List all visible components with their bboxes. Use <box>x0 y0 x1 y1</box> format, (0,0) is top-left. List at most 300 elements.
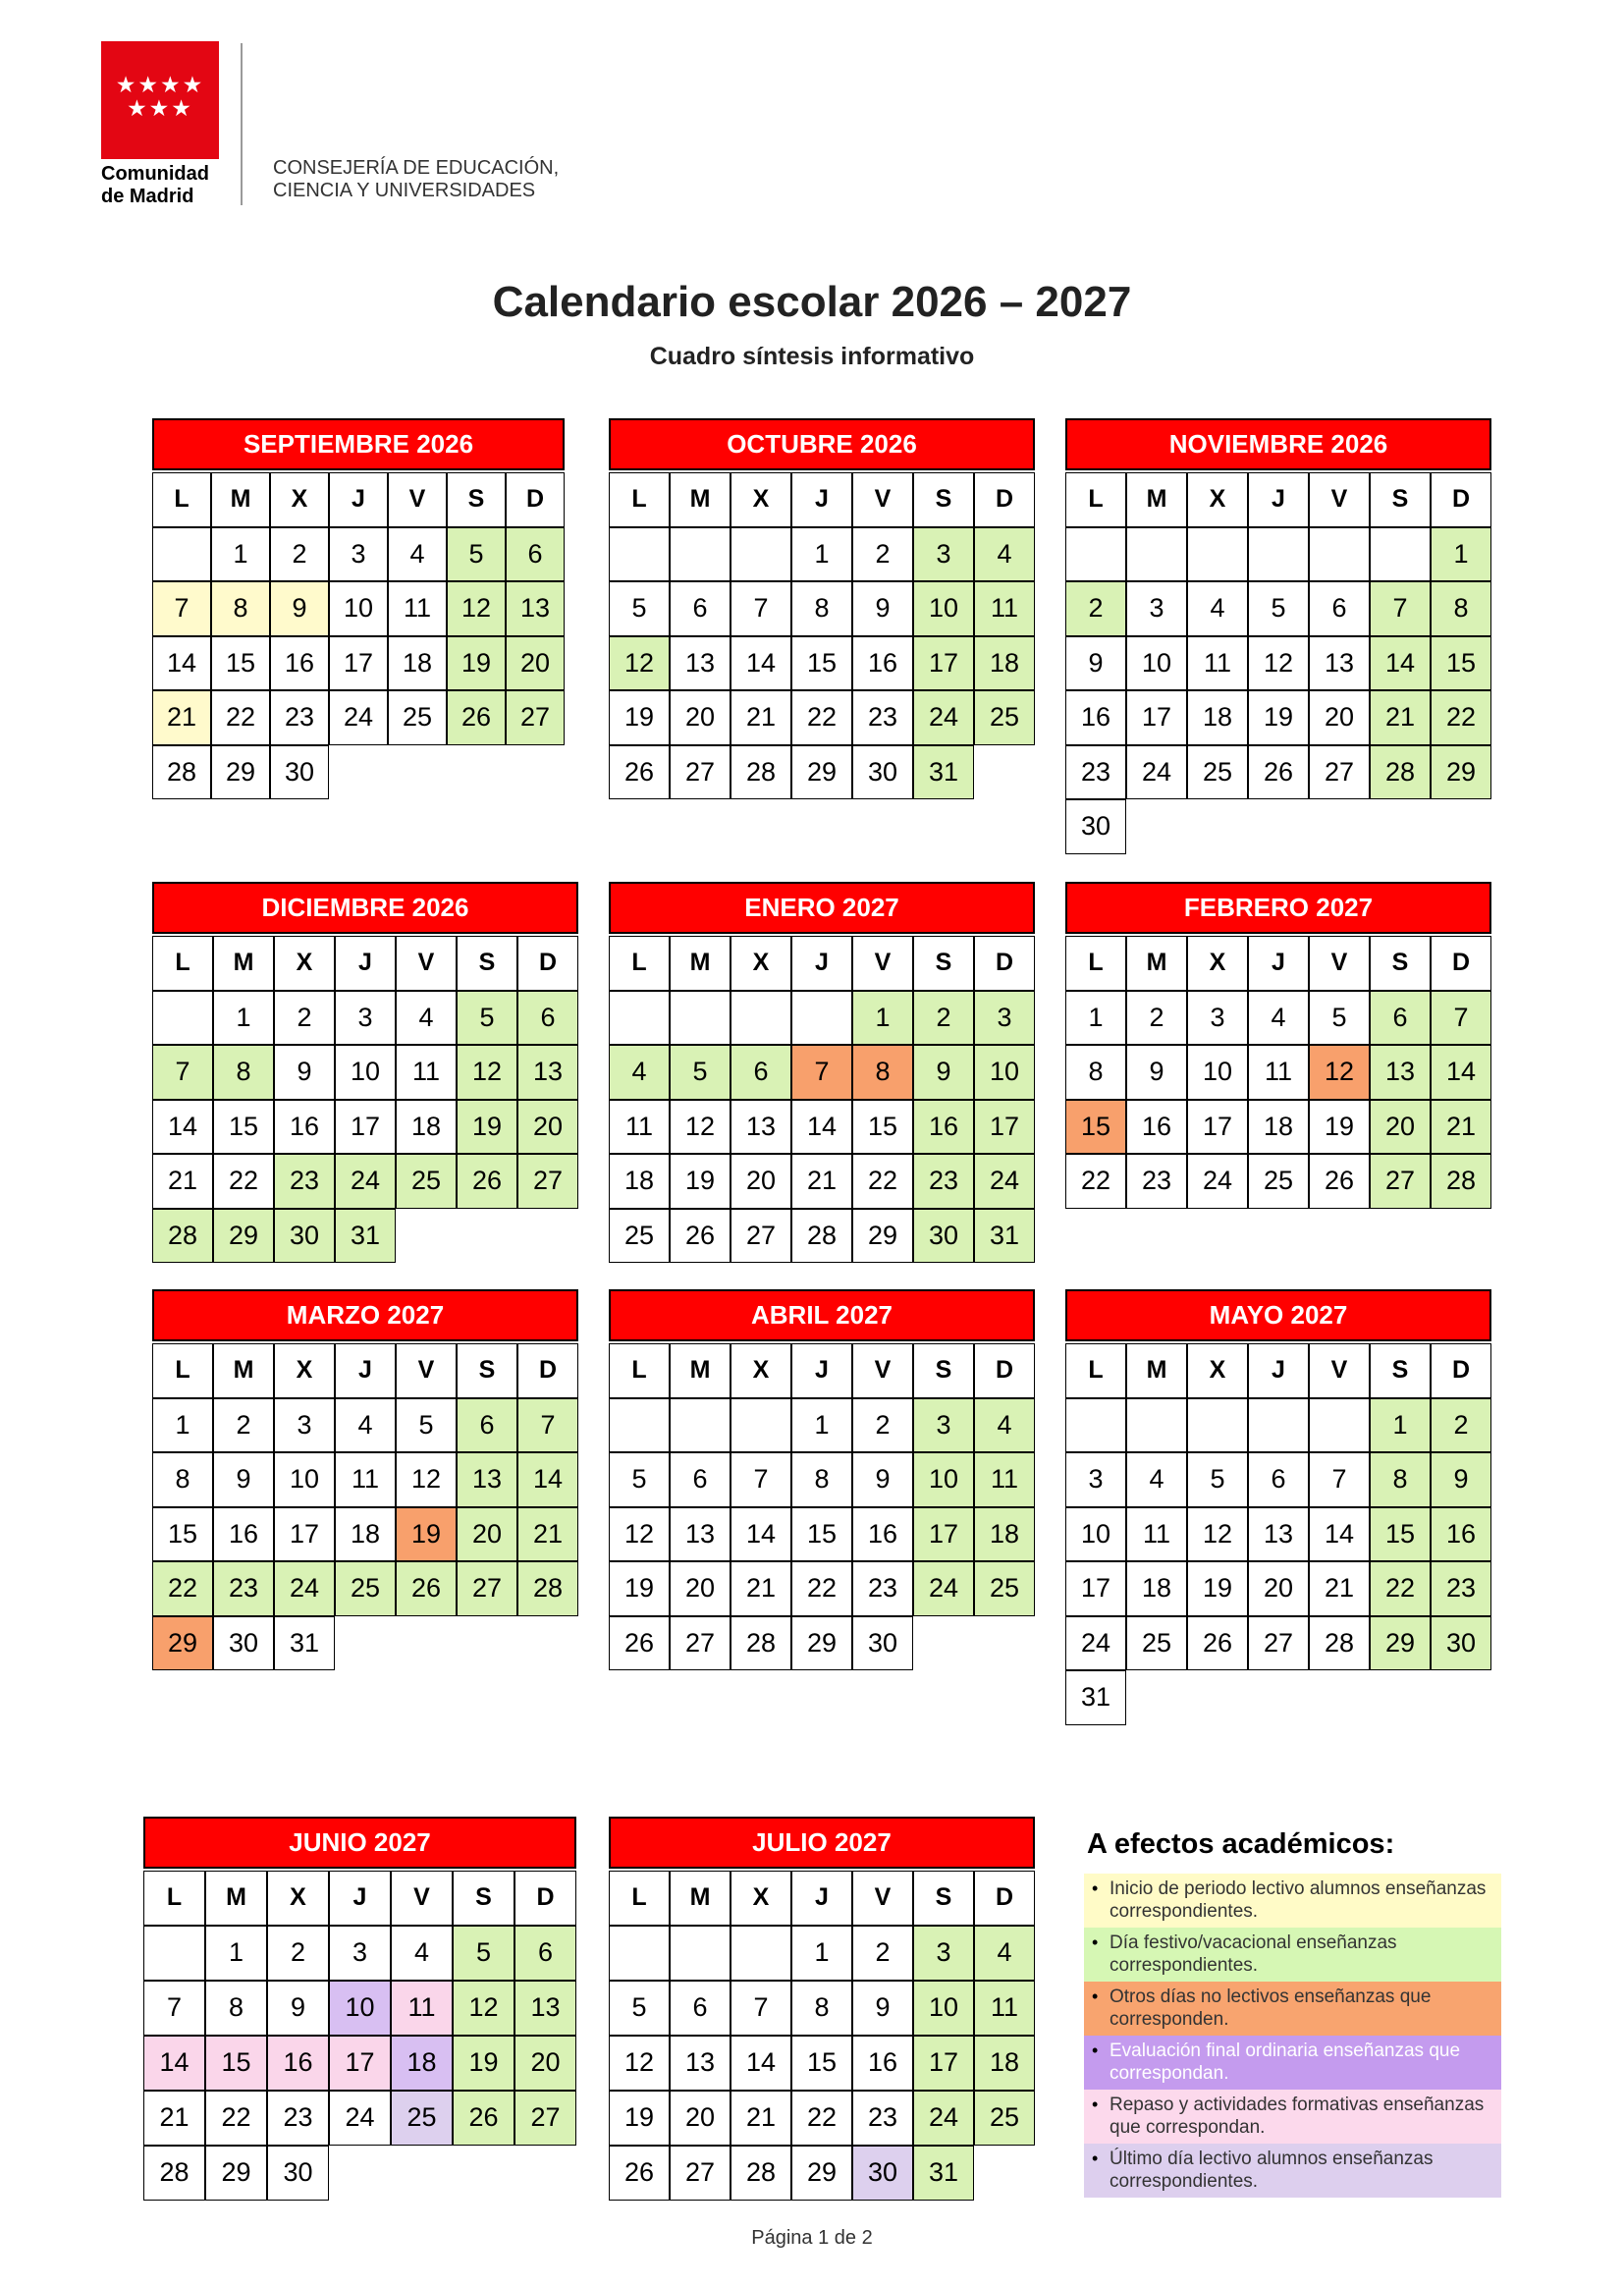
comunidad-madrid-logo <box>101 41 219 159</box>
day-cell: 8 <box>791 1981 852 2036</box>
day-cell: 22 <box>852 1154 913 1209</box>
day-cell: 18 <box>388 636 447 691</box>
empty-day-cell <box>731 1926 791 1981</box>
day-cell: 4 <box>396 991 457 1046</box>
empty-day-cell <box>152 991 213 1046</box>
day-cell: 27 <box>670 1616 731 1671</box>
weekday-header: M <box>1126 936 1187 991</box>
day-cell: 31 <box>335 1209 396 1264</box>
weekday-header: D <box>974 472 1035 527</box>
legend-text: Inicio de periodo lectivo alumnos enseñanzas correspondientes. <box>1110 1878 1487 1922</box>
day-cell: 14 <box>152 636 211 691</box>
empty-day-cell <box>791 991 852 1046</box>
legend-text: Evaluación final ordinaria enseñanzas que correspondan. <box>1110 2040 1461 2084</box>
weekday-header: L <box>143 1871 205 1926</box>
day-cell: 30 <box>913 1209 974 1264</box>
day-cell: 9 <box>213 1452 274 1507</box>
day-cell: 20 <box>457 1507 517 1562</box>
day-cell: 29 <box>791 745 852 800</box>
day-cell: 31 <box>974 1209 1035 1264</box>
day-cell: 20 <box>1370 1100 1431 1155</box>
weekday-header: V <box>391 1871 453 1926</box>
day-cell: 11 <box>1126 1507 1187 1562</box>
weekday-header: J <box>335 1343 396 1398</box>
empty-day-cell <box>1126 1398 1187 1453</box>
legend-item-lilac <box>1084 2144 1501 2198</box>
day-cell: 24 <box>1065 1616 1126 1671</box>
day-cell: 19 <box>1309 1100 1370 1155</box>
weekday-header: X <box>1187 936 1248 991</box>
day-cell: 30 <box>270 745 329 800</box>
empty-day-cell <box>1370 527 1431 582</box>
day-cell: 23 <box>852 690 913 745</box>
day-cell: 2 <box>213 1398 274 1453</box>
day-cell: 24 <box>1187 1154 1248 1209</box>
day-cell: 23 <box>1431 1561 1491 1616</box>
day-cell: 26 <box>457 1154 517 1209</box>
day-cell: 1 <box>213 991 274 1046</box>
day-cell: 20 <box>670 1561 731 1616</box>
day-cell: 3 <box>913 1398 974 1453</box>
day-cell: 11 <box>391 1981 453 2036</box>
day-cell: 9 <box>267 1981 329 2036</box>
day-cell: 25 <box>974 2091 1035 2146</box>
day-cell: 23 <box>913 1154 974 1209</box>
day-cell: 12 <box>609 636 670 691</box>
weekday-header: D <box>974 1343 1035 1398</box>
month-title: DICIEMBRE 2026 <box>152 882 578 934</box>
day-cell: 26 <box>453 2091 514 2146</box>
day-cell: 11 <box>974 581 1035 636</box>
empty-day-cell <box>731 991 791 1046</box>
weekday-header: M <box>670 1343 731 1398</box>
day-cell: 12 <box>609 2036 670 2091</box>
day-cell: 2 <box>1431 1398 1491 1453</box>
day-cell: 27 <box>731 1209 791 1264</box>
day-cell: 12 <box>1309 1045 1370 1100</box>
weekday-header: S <box>447 472 506 527</box>
day-cell: 18 <box>335 1507 396 1562</box>
day-cell: 16 <box>274 1100 335 1155</box>
day-cell: 28 <box>791 1209 852 1264</box>
day-cell: 7 <box>1431 991 1491 1046</box>
day-cell: 7 <box>731 1981 791 2036</box>
legend-item-green <box>1084 1928 1501 1982</box>
weekday-header: M <box>1126 1343 1187 1398</box>
day-cell: 30 <box>852 745 913 800</box>
empty-day-cell <box>1248 1398 1309 1453</box>
legend-item-yellow <box>1084 1874 1501 1928</box>
day-cell: 7 <box>1309 1452 1370 1507</box>
day-cell: 10 <box>1065 1507 1126 1562</box>
day-cell: 4 <box>974 527 1035 582</box>
day-cell: 3 <box>913 527 974 582</box>
day-cell: 29 <box>213 1209 274 1264</box>
day-cell: 3 <box>329 527 388 582</box>
weekday-header: S <box>1370 1343 1431 1398</box>
day-cell: 2 <box>852 1926 913 1981</box>
empty-day-cell <box>1065 1398 1126 1453</box>
weekday-header: D <box>517 936 578 991</box>
day-cell: 17 <box>1065 1561 1126 1616</box>
consejeria-line2: CIENCIA Y UNIVERSIDADES <box>273 180 536 201</box>
day-cell: 13 <box>514 1981 576 2036</box>
day-cell: 30 <box>1431 1616 1491 1671</box>
empty-day-cell <box>1309 1398 1370 1453</box>
day-cell: 10 <box>913 1452 974 1507</box>
day-cell: 6 <box>506 527 565 582</box>
day-cell: 5 <box>670 1045 731 1100</box>
day-cell: 30 <box>852 1616 913 1671</box>
weekday-header: D <box>974 1871 1035 1926</box>
day-cell: 10 <box>329 581 388 636</box>
day-cell: 6 <box>731 1045 791 1100</box>
page-title: Calendario escolar 2026 – 2027 <box>492 278 1132 326</box>
day-cell: 25 <box>335 1561 396 1616</box>
legend-text: Otros días no lectivos enseñanzas que corresponden. <box>1110 1986 1432 2030</box>
day-cell: 23 <box>270 690 329 745</box>
logo-text <box>101 163 209 208</box>
day-cell: 29 <box>791 2146 852 2201</box>
day-cell: 5 <box>1187 1452 1248 1507</box>
day-cell: 21 <box>152 690 211 745</box>
day-cell: 8 <box>852 1045 913 1100</box>
day-cell: 8 <box>211 581 270 636</box>
legend-text: Repaso y actividades formativas enseñanzas que correspondan. <box>1110 2095 1485 2138</box>
day-cell: 11 <box>388 581 447 636</box>
day-cell: 13 <box>731 1100 791 1155</box>
day-cell: 14 <box>1309 1507 1370 1562</box>
weekday-header: X <box>270 472 329 527</box>
day-cell: 5 <box>1248 581 1309 636</box>
day-cell: 22 <box>211 690 270 745</box>
weekday-header: S <box>457 1343 517 1398</box>
bullet-icon: • <box>1092 2095 1099 2114</box>
weekday-header: J <box>791 936 852 991</box>
day-cell: 10 <box>974 1045 1035 1100</box>
day-cell: 23 <box>274 1154 335 1209</box>
day-cell: 12 <box>609 1507 670 1562</box>
day-cell: 28 <box>152 1209 213 1264</box>
weekday-header: S <box>453 1871 514 1926</box>
day-cell: 27 <box>514 2091 576 2146</box>
day-cell: 25 <box>1248 1154 1309 1209</box>
day-cell: 12 <box>1187 1507 1248 1562</box>
day-cell: 18 <box>391 2036 453 2091</box>
weekday-header: M <box>213 936 274 991</box>
day-cell: 8 <box>1431 581 1491 636</box>
day-cell: 16 <box>1126 1100 1187 1155</box>
weekday-header: S <box>913 472 974 527</box>
month-title: ABRIL 2027 <box>609 1289 1035 1341</box>
day-cell: 5 <box>457 991 517 1046</box>
day-cell: 2 <box>913 991 974 1046</box>
day-cell: 18 <box>396 1100 457 1155</box>
day-cell: 24 <box>913 2091 974 2146</box>
day-cell: 3 <box>1065 1452 1126 1507</box>
weekday-header: X <box>731 1871 791 1926</box>
day-cell: 25 <box>974 1561 1035 1616</box>
day-cell: 15 <box>852 1100 913 1155</box>
day-cell: 23 <box>1065 745 1126 800</box>
consejeria-line1: CONSEJERÍA DE EDUCACIÓN, <box>273 157 560 179</box>
day-cell: 9 <box>1126 1045 1187 1100</box>
month-title: MAYO 2027 <box>1065 1289 1491 1341</box>
day-cell: 17 <box>913 1507 974 1562</box>
day-cell: 7 <box>1370 581 1431 636</box>
day-cell: 31 <box>913 2146 974 2201</box>
day-cell: 28 <box>1370 745 1431 800</box>
weekday-header: D <box>506 472 565 527</box>
day-cell: 17 <box>335 1100 396 1155</box>
empty-day-cell <box>1309 527 1370 582</box>
day-cell: 27 <box>670 2146 731 2201</box>
weekday-header: S <box>913 1871 974 1926</box>
weekday-header: J <box>791 472 852 527</box>
day-cell: 8 <box>1065 1045 1126 1100</box>
day-cell: 18 <box>609 1154 670 1209</box>
day-cell: 26 <box>609 745 670 800</box>
day-cell: 5 <box>1309 991 1370 1046</box>
bullet-icon: • <box>1092 1932 1099 1952</box>
month-title: SEPTIEMBRE 2026 <box>152 418 565 470</box>
day-cell: 7 <box>152 1045 213 1100</box>
day-cell: 18 <box>974 636 1035 691</box>
month-title: JULIO 2027 <box>609 1817 1035 1869</box>
legend-title: A efectos académicos: <box>1087 1828 1395 1860</box>
empty-day-cell <box>609 991 670 1046</box>
month-title: MARZO 2027 <box>152 1289 578 1341</box>
day-cell: 30 <box>852 2146 913 2201</box>
day-cell: 20 <box>514 2036 576 2091</box>
day-cell: 27 <box>670 745 731 800</box>
day-cell: 27 <box>1309 745 1370 800</box>
day-cell: 14 <box>143 2036 205 2091</box>
day-cell: 29 <box>205 2146 267 2201</box>
day-cell: 17 <box>974 1100 1035 1155</box>
day-cell: 16 <box>852 2036 913 2091</box>
day-cell: 9 <box>852 1981 913 2036</box>
day-cell: 2 <box>267 1926 329 1981</box>
day-cell: 25 <box>391 2091 453 2146</box>
day-cell: 27 <box>1248 1616 1309 1671</box>
weekday-header: X <box>274 1343 335 1398</box>
day-cell: 2 <box>270 527 329 582</box>
day-cell: 28 <box>152 745 211 800</box>
day-cell: 6 <box>1370 991 1431 1046</box>
day-cell: 6 <box>1309 581 1370 636</box>
empty-day-cell <box>152 527 211 582</box>
day-cell: 30 <box>1065 799 1126 854</box>
day-cell: 18 <box>1126 1561 1187 1616</box>
weekday-header: M <box>670 936 731 991</box>
day-cell: 20 <box>731 1154 791 1209</box>
weekday-header: M <box>670 1871 731 1926</box>
day-cell: 9 <box>852 581 913 636</box>
day-cell: 14 <box>731 1507 791 1562</box>
month-title: NOVIEMBRE 2026 <box>1065 418 1491 470</box>
day-cell: 12 <box>453 1981 514 2036</box>
day-cell: 24 <box>1126 745 1187 800</box>
consejeria-text <box>273 157 559 202</box>
day-cell: 21 <box>517 1507 578 1562</box>
day-cell: 15 <box>205 2036 267 2091</box>
day-cell: 6 <box>514 1926 576 1981</box>
empty-day-cell <box>143 1926 205 1981</box>
day-cell: 13 <box>670 1507 731 1562</box>
day-cell: 19 <box>609 2091 670 2146</box>
day-cell: 9 <box>274 1045 335 1100</box>
day-cell: 7 <box>731 581 791 636</box>
day-cell: 21 <box>1309 1561 1370 1616</box>
day-cell: 28 <box>143 2146 205 2201</box>
legend <box>1084 1874 1501 2198</box>
day-cell: 12 <box>670 1100 731 1155</box>
day-cell: 14 <box>517 1452 578 1507</box>
day-cell: 2 <box>274 991 335 1046</box>
day-cell: 4 <box>388 527 447 582</box>
legend-text: Último día lectivo alumnos enseñanzas correspondientes. <box>1110 2149 1434 2192</box>
day-cell: 9 <box>1065 636 1126 691</box>
day-cell: 11 <box>1187 636 1248 691</box>
day-cell: 1 <box>852 991 913 1046</box>
day-cell: 27 <box>517 1154 578 1209</box>
day-cell: 22 <box>791 690 852 745</box>
day-cell: 9 <box>852 1452 913 1507</box>
day-cell: 29 <box>791 1616 852 1671</box>
day-cell: 27 <box>1370 1154 1431 1209</box>
day-cell: 14 <box>1370 636 1431 691</box>
day-cell: 23 <box>852 1561 913 1616</box>
day-cell: 4 <box>391 1926 453 1981</box>
day-cell: 4 <box>1248 991 1309 1046</box>
page-footer: Página 1 de 2 <box>751 2227 873 2249</box>
day-cell: 17 <box>913 2036 974 2091</box>
weekday-header: V <box>388 472 447 527</box>
day-cell: 12 <box>457 1045 517 1100</box>
day-cell: 10 <box>274 1452 335 1507</box>
day-cell: 2 <box>1065 581 1126 636</box>
day-cell: 15 <box>791 2036 852 2091</box>
day-cell: 18 <box>1248 1100 1309 1155</box>
day-cell: 25 <box>974 690 1035 745</box>
day-cell: 27 <box>506 690 565 745</box>
day-cell: 19 <box>1187 1561 1248 1616</box>
day-cell: 22 <box>205 2091 267 2146</box>
day-cell: 16 <box>1431 1507 1491 1562</box>
weekday-header: J <box>329 472 388 527</box>
empty-day-cell <box>1248 527 1309 582</box>
day-cell: 19 <box>1248 690 1309 745</box>
day-cell: 5 <box>609 1452 670 1507</box>
day-cell: 23 <box>1126 1154 1187 1209</box>
day-cell: 15 <box>1370 1507 1431 1562</box>
empty-day-cell <box>670 991 731 1046</box>
day-cell: 14 <box>1431 1045 1491 1100</box>
day-cell: 29 <box>1370 1616 1431 1671</box>
day-cell: 18 <box>974 2036 1035 2091</box>
weekday-header: V <box>1309 472 1370 527</box>
day-cell: 26 <box>1248 745 1309 800</box>
weekday-header: D <box>514 1871 576 1926</box>
day-cell: 14 <box>152 1100 213 1155</box>
day-cell: 10 <box>1126 636 1187 691</box>
day-cell: 15 <box>211 636 270 691</box>
day-cell: 22 <box>213 1154 274 1209</box>
day-cell: 22 <box>1370 1561 1431 1616</box>
day-cell: 6 <box>670 1981 731 2036</box>
weekday-header: X <box>731 936 791 991</box>
day-cell: 11 <box>335 1452 396 1507</box>
weekday-header: V <box>396 1343 457 1398</box>
day-cell: 28 <box>731 745 791 800</box>
day-cell: 28 <box>731 1616 791 1671</box>
day-cell: 3 <box>913 1926 974 1981</box>
day-cell: 24 <box>913 690 974 745</box>
day-cell: 23 <box>213 1561 274 1616</box>
day-cell: 26 <box>609 2146 670 2201</box>
day-cell: 18 <box>974 1507 1035 1562</box>
day-cell: 5 <box>396 1398 457 1453</box>
day-cell: 24 <box>335 1154 396 1209</box>
day-cell: 10 <box>1187 1045 1248 1100</box>
day-cell: 19 <box>447 636 506 691</box>
day-cell: 30 <box>274 1209 335 1264</box>
day-cell: 19 <box>453 2036 514 2091</box>
weekday-header: J <box>791 1871 852 1926</box>
day-cell: 8 <box>205 1981 267 2036</box>
day-cell: 2 <box>852 1398 913 1453</box>
day-cell: 7 <box>731 1452 791 1507</box>
weekday-header: M <box>670 472 731 527</box>
month-title: JUNIO 2027 <box>143 1817 576 1869</box>
weekday-header: V <box>852 1871 913 1926</box>
day-cell: 28 <box>1431 1154 1491 1209</box>
day-cell: 7 <box>791 1045 852 1100</box>
day-cell: 16 <box>852 636 913 691</box>
month-title: FEBRERO 2027 <box>1065 882 1491 934</box>
weekday-header: S <box>1370 472 1431 527</box>
day-cell: 21 <box>731 690 791 745</box>
day-cell: 3 <box>974 991 1035 1046</box>
weekday-header: J <box>1248 936 1309 991</box>
day-cell: 4 <box>1187 581 1248 636</box>
logo-divider <box>241 43 243 205</box>
day-cell: 1 <box>791 1926 852 1981</box>
day-cell: 16 <box>1065 690 1126 745</box>
day-cell: 6 <box>517 991 578 1046</box>
weekday-header: X <box>1187 472 1248 527</box>
weekday-header: M <box>205 1871 267 1926</box>
day-cell: 16 <box>270 636 329 691</box>
weekday-header: L <box>1065 472 1126 527</box>
empty-day-cell <box>670 1926 731 1981</box>
day-cell: 6 <box>670 581 731 636</box>
day-cell: 8 <box>1370 1452 1431 1507</box>
day-cell: 20 <box>1248 1561 1309 1616</box>
day-cell: 11 <box>974 1981 1035 2036</box>
month-title: OCTUBRE 2026 <box>609 418 1035 470</box>
day-cell: 22 <box>791 1561 852 1616</box>
day-cell: 19 <box>670 1154 731 1209</box>
day-cell: 17 <box>274 1507 335 1562</box>
day-cell: 20 <box>506 636 565 691</box>
day-cell: 4 <box>335 1398 396 1453</box>
day-cell: 29 <box>211 745 270 800</box>
weekday-header: X <box>731 1343 791 1398</box>
empty-day-cell <box>670 1398 731 1453</box>
day-cell: 1 <box>1065 991 1126 1046</box>
